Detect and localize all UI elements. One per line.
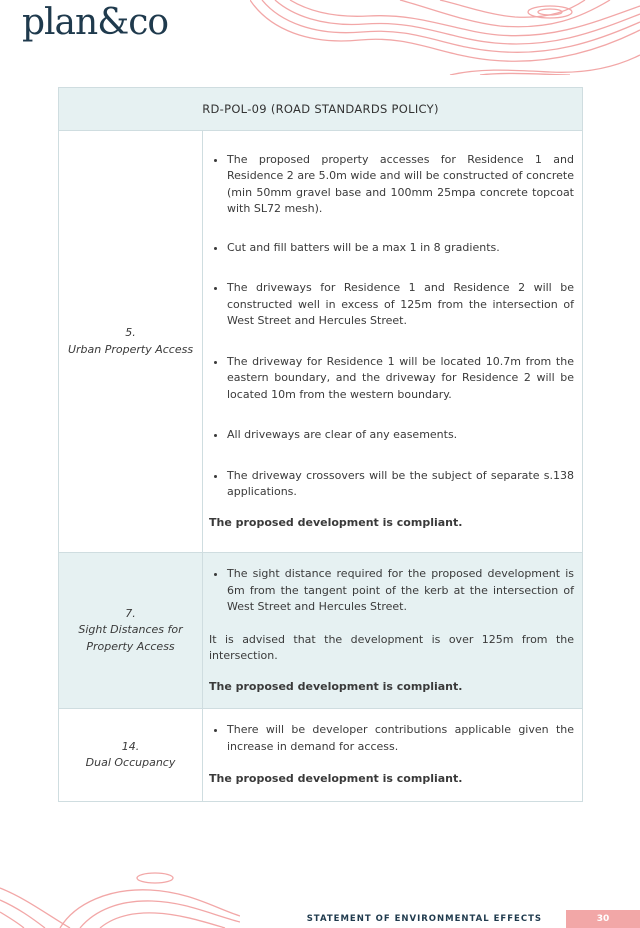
row-title: Dual Occupancy	[85, 756, 176, 769]
row-title: Sight Distances for Property Access	[78, 623, 183, 653]
list-item: • Cut and fill batters will be a max 1 in 8 gradients.	[227, 240, 574, 257]
company-logo: plan&co	[22, 2, 169, 43]
row-number: 14.	[121, 739, 140, 753]
list-item: • The sight distance required for the proposed development is 6m from the tangent point of the kerb at the intersection of West Street and Hercules Street.	[227, 566, 574, 616]
compliance-statement: The proposed development is compliant.	[209, 515, 463, 529]
list-item: • The driveway for Residence 1 will be located 10.7m from the eastern boundary, and the driveway for Residence 2 will be located 10m from the western boundary.	[227, 354, 574, 404]
row-note: It is advised that the development is over 125m from the intersection.	[209, 632, 574, 662]
table-row	[59, 131, 583, 553]
row-content	[203, 553, 583, 709]
table-header-row	[59, 88, 583, 131]
footer-title: STATEMENT OF ENVIRONMENTAL EFFECTS	[306, 914, 542, 924]
list-item: • The driveways for Residence 1 and Residence 2 will be constructed well in excess of 125m from the intersection of West Street and Hercules Street.	[227, 280, 574, 330]
road-standards-table	[58, 87, 583, 802]
page-number: 30	[566, 910, 640, 928]
table-row	[59, 553, 583, 709]
row-label	[59, 131, 203, 553]
row-content	[203, 709, 583, 802]
table-row	[59, 709, 583, 802]
list-item: • The driveway crossovers will be the subject of separate s.138 applications.	[227, 468, 574, 501]
topographic-decoration-bottom	[0, 868, 240, 928]
topographic-decoration-top	[250, 0, 640, 75]
table-title: RD-POL-09 (ROAD STANDARDS POLICY)	[59, 88, 583, 131]
compliance-statement: The proposed development is compliant.	[209, 679, 463, 693]
row-label	[59, 709, 203, 802]
row-number: 7.	[125, 606, 136, 620]
compliance-statement: The proposed development is compliant.	[209, 772, 463, 786]
list-item: • The proposed property accesses for Residence 1 and Residence 2 are 5.0m wide and will be constructed of concrete (min 50mm gravel base and 100mm 25mpa concrete topcoat with SL72 mesh).	[227, 152, 574, 218]
row-content	[203, 131, 583, 553]
row-title: Urban Property Access	[67, 342, 194, 356]
list-item: • There will be developer contributions applicable given the increase in demand for access.	[227, 722, 574, 755]
row-label	[59, 553, 203, 709]
list-item: • All driveways are clear of any easements.	[227, 427, 574, 444]
row-number: 5.	[125, 326, 136, 339]
